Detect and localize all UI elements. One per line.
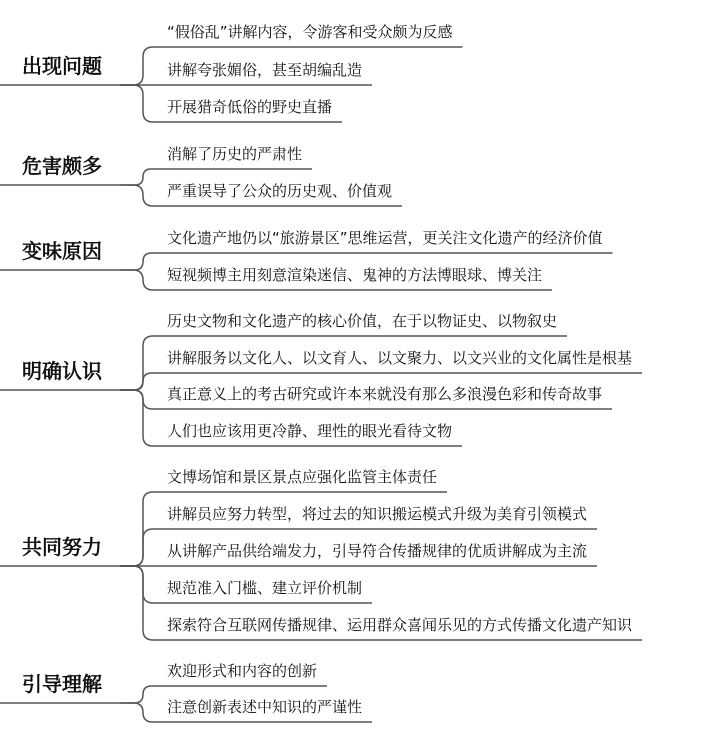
topic-label: 危害颇多	[22, 154, 102, 178]
branch-item: 人们也应该用更冷静、理性的眼光看待文物	[167, 422, 453, 440]
topic-label: 共同努力	[22, 535, 102, 559]
branch-connector	[120, 566, 155, 603]
branch-connector	[120, 169, 155, 185]
branch-item: 文化遗产地仍以“旅游景区”思维运营，更关注文化遗产的经济价值	[167, 229, 603, 247]
branch-item: 讲解服务以文化人、以文育人、以文聚力、以文兴业的文化属性是根基	[167, 349, 633, 367]
branch-item: 短视频博主用刻意渲染迷信、鬼神的方法博眼球、博关注	[167, 266, 543, 284]
branch-item: 文博场馆和景区景点应强化监管主体责任	[167, 468, 438, 486]
branch-item: 讲解员应努力转型，将过去的知识搬运模式升级为美育引领模式	[167, 505, 588, 523]
branch-connector	[120, 336, 155, 390]
topic-label: 变味原因	[22, 239, 102, 263]
branch-connector	[120, 529, 155, 566]
branch-connector	[120, 390, 155, 446]
branch-item: 探索符合互联网传播规律、运用群众喜闻乐见的方式传播文化遗产知识	[167, 616, 633, 634]
topic-label: 明确认识	[22, 359, 102, 383]
topic-label: 引导理解	[22, 672, 102, 696]
branch-connector	[120, 686, 155, 703]
topic-label: 出现问题	[22, 54, 102, 78]
branch-item: 注意创新表述中知识的严谨性	[167, 698, 363, 716]
branch-item: 严重误导了公众的历史观、价值观	[167, 182, 393, 200]
branch-item: 讲解夸张媚俗，甚至胡编乱造	[167, 61, 363, 79]
branch-connector	[120, 373, 155, 390]
branch-item: 开展猎奇低俗的野史直播	[167, 98, 333, 116]
branch-item: 历史文物和文化遗产的核心价值，在于以物证史、以物叙史	[167, 312, 558, 330]
branch-item: 欢迎形式和内容的创新	[167, 662, 318, 680]
branch-item: 消解了历史的严肃性	[167, 145, 303, 163]
branch-connector	[120, 253, 155, 270]
branch-connector	[120, 703, 155, 722]
branch-item: 从讲解产品供给端发力，引导符合传播规律的优质讲解成为主流	[167, 542, 588, 560]
branch-connector	[120, 47, 155, 85]
branch-connector	[120, 390, 155, 409]
branch-item: “假俗乱”讲解内容，令游客和受众颇为反感	[167, 23, 453, 41]
branch-connector	[120, 185, 155, 206]
branch-connector	[120, 85, 155, 122]
branch-item: 规范准入门槛、建立评价机制	[167, 579, 363, 597]
branch-connector	[120, 270, 155, 290]
branch-item: 真正意义上的考古研究或许本来就没有那么多浪漫色彩和传奇故事	[167, 385, 603, 403]
